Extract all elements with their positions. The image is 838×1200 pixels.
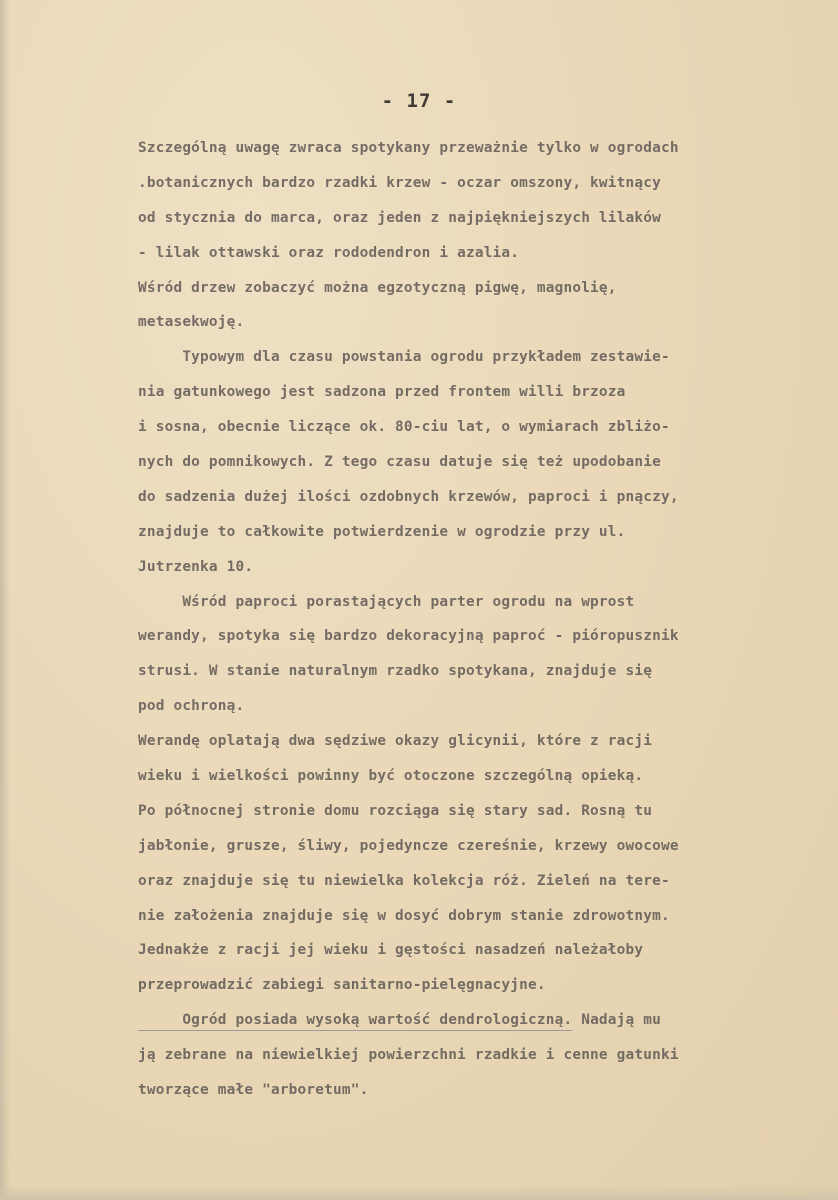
text-line: Wśród drzew zobaczyć można egzotyczną pigwę, magnolię, <box>138 279 617 296</box>
underlined-sentence: Ogród posiada wysoką wartość dendrologiczną. <box>138 1012 573 1029</box>
text-line: nie założenia znajduje się w dosyć dobrym stanie zdrowotnym. <box>138 907 670 924</box>
text-line: Jutrzenka 10. <box>138 558 254 575</box>
text-line: Po północnej stronie domu rozciąga się stary sad. Rosną tu <box>138 802 653 819</box>
text-line: przeprowadzić zabiegi sanitarno-pielęgnacyjne. <box>138 977 546 994</box>
text-line: nych do pomnikowych. Z tego czasu datuje się też upodobanie <box>138 454 661 471</box>
text-line: od stycznia do marca, oraz jeden z najpiękniejszych lilaków <box>138 209 661 226</box>
text-line: Werandę oplatają dwa sędziwe okazy glicynii, które z racji <box>138 733 653 750</box>
sentence-continuation: Nadają mu <box>572 1012 661 1029</box>
text-line-underlined <box>138 1003 818 1038</box>
page-edge-left <box>0 0 10 1200</box>
text-line: wieku i wielkości powinny być otoczone szczególną opieką. <box>138 768 644 785</box>
text-line: nia gatunkowego jest sadzona przed frontem willi brzoza <box>138 384 626 401</box>
text-line: ją zebrane na niewielkiej powierzchni rzadkie i cenne gatunki <box>138 1047 679 1064</box>
text-line: - lilak ottawski oraz rododendron i azalia. <box>138 244 520 261</box>
text-line: .botanicznych bardzo rzadki krzew - oczar omszony, kwitnący <box>138 174 661 191</box>
text-line: strusi. W stanie naturalnym rzadko spotykana, znajduje się <box>138 663 653 680</box>
text-line: Wśród paproci porastających parter ogrodu na wprost <box>138 593 635 610</box>
text-line: jabłonie, grusze, śliwy, pojedyncze czereśnie, krzewy owocowe <box>138 837 679 854</box>
text-line: do sadzenia dużej ilości ozdobnych krzewów, paproci i pnączy, <box>138 488 679 505</box>
text-line: metasekwoję. <box>138 314 245 331</box>
text-line: Typowym dla czasu powstania ogrodu przykładem zestawie- <box>138 349 670 366</box>
body-text <box>138 131 818 1108</box>
text-line: pod ochroną. <box>138 698 245 715</box>
page-edge-bottom <box>0 1186 838 1200</box>
text-line: znajduje to całkowite potwierdzenie w ogrodzie przy ul. <box>138 523 626 540</box>
text-line: tworzące małe "arboretum". <box>138 1082 369 1099</box>
text-line: oraz znajduje się tu niewielka kolekcja róż. Zieleń na tere- <box>138 872 670 889</box>
text-line: i sosna, obecnie liczące ok. 80-ciu lat, o wymiarach zbliżo- <box>138 419 670 436</box>
text-line: werandy, spotyka się bardzo dekoracyjną paproć - pióropusznik <box>138 628 679 645</box>
text-line: Jednakże z racji jej wieku i gęstości nasadzeń należałoby <box>138 942 644 959</box>
page-number: - 17 - <box>381 90 457 112</box>
text-line: Szczególną uwagę zwraca spotykany przeważnie tylko w ogrodach <box>138 140 679 156</box>
